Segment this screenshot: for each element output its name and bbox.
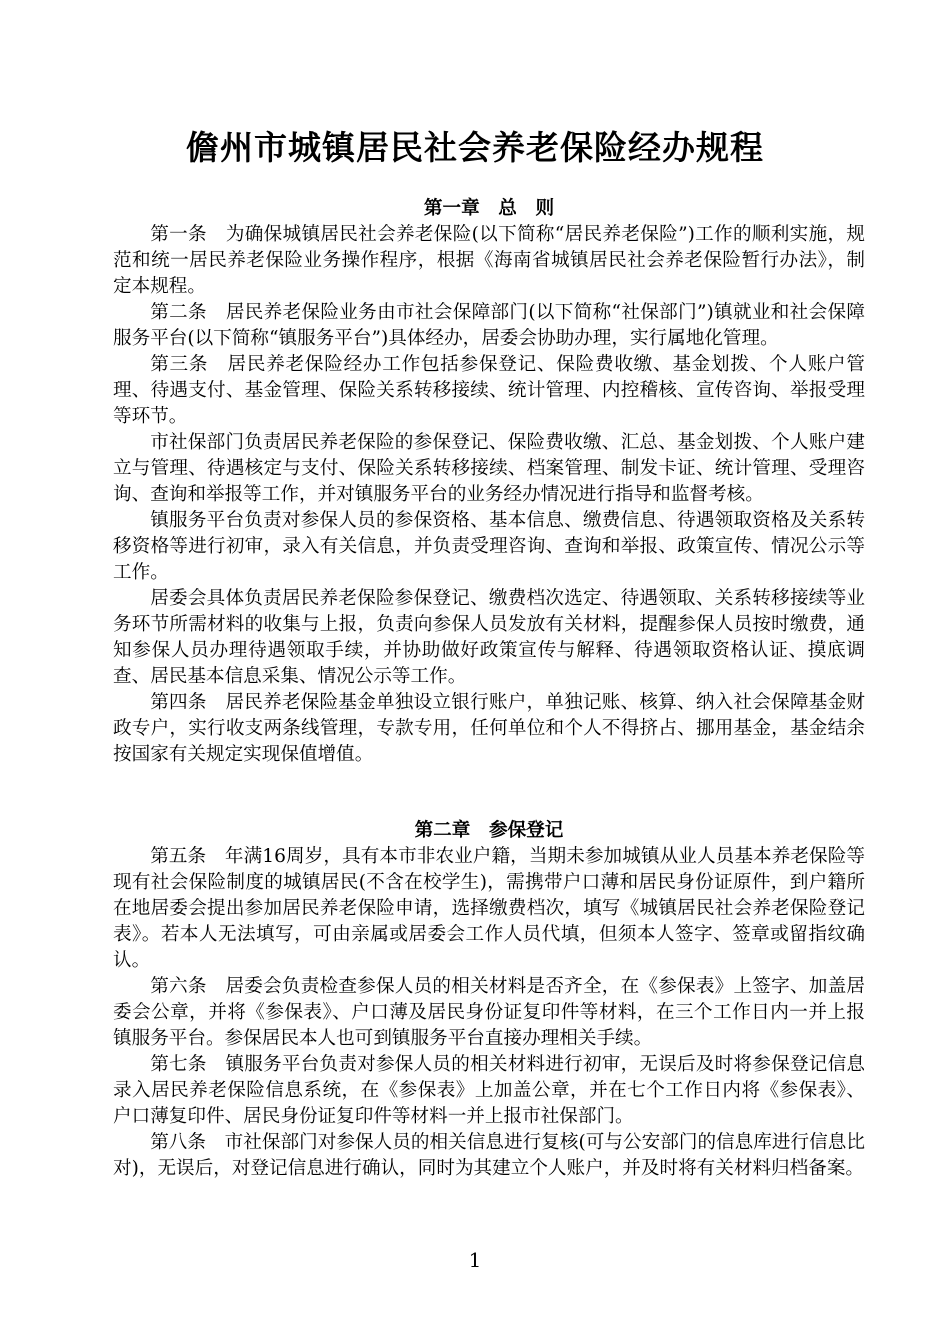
article-paragraph: 第七条 镇服务平台负责对参保人员的相关材料进行初审，无误后及时将参保登记信息录入居民养老保险信息系统，在《参保表》上加盖公章，并在七个工作日内将《参保表》、户口薄复印件、居民身份证复印件等材料一并上报市社保部门。 [113, 1054, 865, 1127]
article-paragraph: 市社保部门负责居民养老保险的参保登记、保险费收缴、汇总、基金划拨、个人账户建立与管理、待遇核定与支付、保险关系转移接续、档案管理、制发卡证、统计管理、受理咨询、查询和举报等工作，并对镇服务平台的业务经办情况进行指导和监督考核。 [113, 432, 865, 505]
chapter-2 [113, 818, 865, 1182]
chapter-heading: 第二章 参保登记 [414, 820, 564, 841]
page-number: 1 [468, 1248, 482, 1272]
article-paragraph: 第四条 居民养老保险基金单独设立银行账户，单独记账、核算、纳入社会保障基金财政专户，实行收支两条线管理，专款专用，任何单位和个人不得挤占、挪用基金，基金结余按国家有关规定实现保值增值。 [113, 692, 865, 765]
article-paragraph: 第二条 居民养老保险业务由市社会保障部门(以下简称“社保部门”)镇就业和社会保障服务平台(以下简称“镇服务平台”)具体经办，居委会协助办理，实行属地化管理。 [113, 302, 865, 349]
article-paragraph: 第三条 居民养老保险经办工作包括参保登记、保险费收缴、基金划拨、个人账户管理、待遇支付、基金管理、保险关系转移接续、统计管理、内控稽核、宣传咨询、举报受理等环节。 [113, 354, 865, 427]
article-paragraph: 镇服务平台负责对参保人员的参保资格、基本信息、缴费信息、待遇领取资格及关系转移资格等进行初审，录入有关信息，并负责受理咨询、查询和举报、政策宣传、情况公示等工作。 [113, 510, 865, 583]
chapter-heading: 第一章 总 则 [423, 198, 555, 219]
article-paragraph: 第八条 市社保部门对参保人员的相关信息进行复核(可与公安部门的信息库进行信息比对)，无误后，对登记信息进行确认，同时为其建立个人账户，并及时将有关材料归档备案。 [113, 1132, 865, 1179]
article-paragraph: 第一条 为确保城镇居民社会养老保险(以下简称“居民养老保险”)工作的顺利实施，规范和统一居民养老保险业务操作程序，根据《海南省城镇居民社会养老保险暂行办法》，制定本规程。 [113, 224, 865, 297]
chapter-1 [113, 196, 865, 768]
article-paragraph: 第六条 居委会负责检查参保人员的相关材料是否齐全，在《参保表》上签字、加盖居委会公章，并将《参保表》、户口薄及居民身份证复印件等材料，在三个工作日内一并上报镇服务平台。参保居民本人也可到镇服务平台直接办理相关手续。 [113, 976, 865, 1049]
article-paragraph: 居委会具体负责居民养老保险参保登记、缴费档次选定、待遇领取、关系转移接续等业务环节所需材料的收集与上报，负责向参保人员发放有关材料，提醒参保人员按时缴费，通知参保人员办理待遇领取手续，并协助做好政策宣传与解释、待遇领取资格认证、摸底调查、居民基本信息采集、情况公示等工作。 [113, 588, 865, 687]
page-title: 儋州市城镇居民社会养老保险经办规程 [186, 128, 764, 167]
article-paragraph: 第五条 年满16周岁，具有本市非农业户籍，当期未参加城镇从业人员基本养老保险等现有社会保险制度的城镇居民(不含在校学生)，需携带户口薄和居民身份证原件，到户籍所在地居委会提出参加居民养老保险申请，选择缴费档次，填写《城镇居民社会养老保险登记表》。若本人无法填写，可由亲属或居委会工作人员代填，但须本人签字、签章或留指纹确认。 [113, 846, 865, 971]
